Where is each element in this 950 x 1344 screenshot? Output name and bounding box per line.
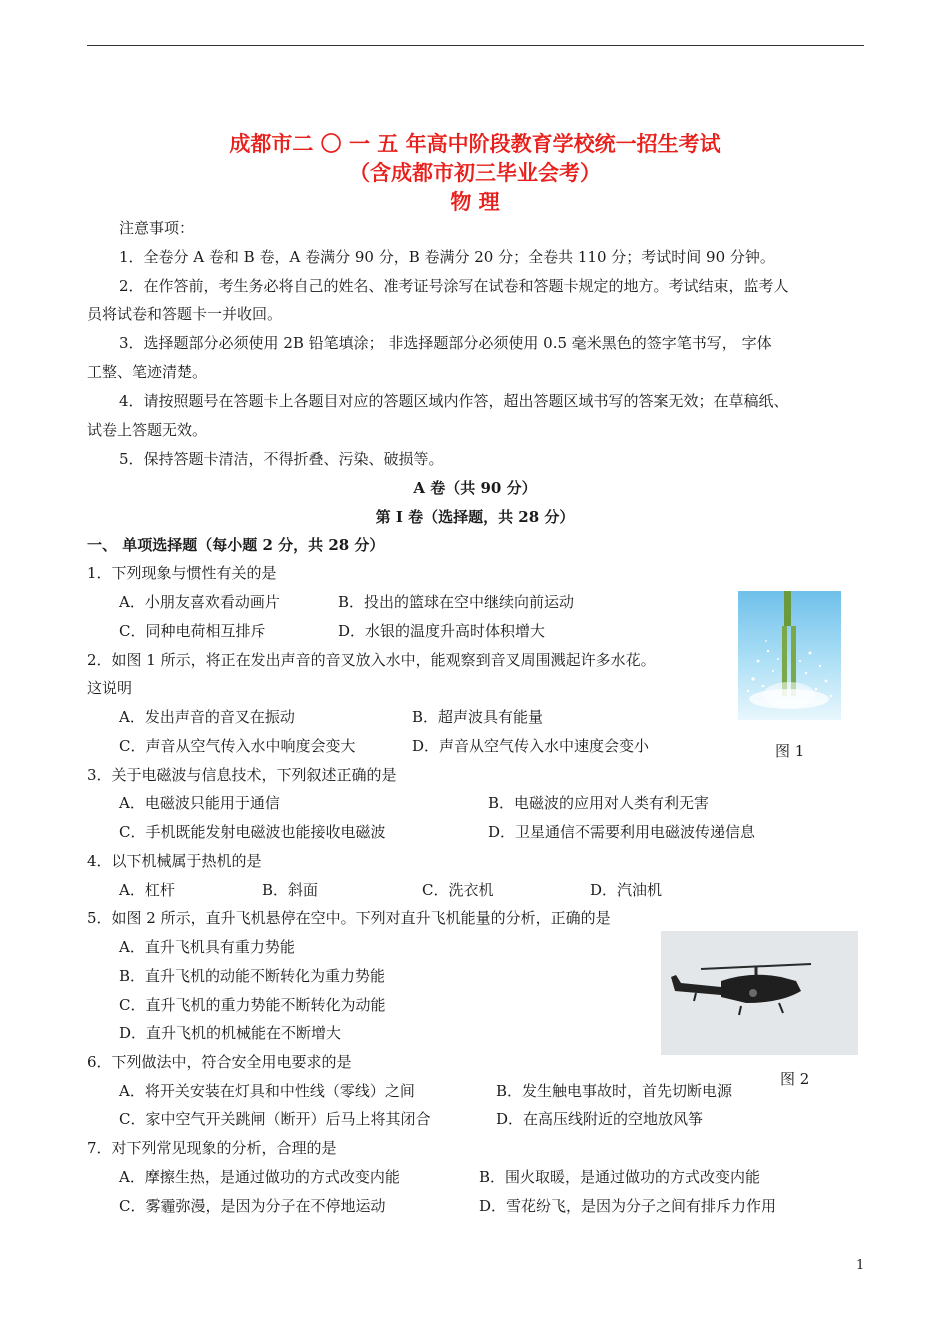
- question-4-stem: 4．以下机械属于热机的是: [87, 852, 262, 870]
- question-7-stem: 7．对下列常见现象的分析，合理的是: [87, 1139, 337, 1157]
- notice-item-5: 5．保持答题卡清洁，不得折叠、污染、破损等。: [119, 450, 444, 468]
- question-5-option-a: A．直升飞机具有重力势能: [119, 938, 295, 956]
- question-1-option-d: D．水银的温度升高时体积增大: [338, 622, 546, 640]
- question-5-option-d: D．直升飞机的机械能在不断增大: [119, 1024, 342, 1042]
- question-2-option-c: C．声音从空气传入水中响度会变大: [119, 737, 356, 755]
- section-1-heading: 一、 单项选择题（每小题 2 分，共 28 分）: [87, 536, 385, 554]
- question-3-stem: 3．关于电磁波与信息技术，下列叙述正确的是: [87, 766, 397, 784]
- question-3-option-d: D．卫星通信不需要利用电磁波传递信息: [488, 823, 756, 841]
- question-3-option-a: A．电磁波只能用于通信: [119, 794, 280, 812]
- question-7-option-d: D．雪花纷飞，是因为分子之间有排斥力作用: [479, 1197, 777, 1215]
- question-3-option-c: C．手机既能发射电磁波也能接收电磁波: [119, 823, 386, 841]
- figure-1-caption: 图 1: [775, 742, 805, 760]
- header-rule: [87, 45, 864, 46]
- figure-1-tuning-fork-image: [738, 591, 841, 720]
- page-number: 1: [856, 1258, 865, 1273]
- question-2-option-d: D．声音从空气传入水中速度会变小: [412, 737, 650, 755]
- question-6-option-c: C．家中空气开关跳闸（断开）后马上将其闭合: [119, 1110, 431, 1128]
- question-5-option-b: B．直升飞机的动能不断转化为重力势能: [119, 967, 386, 985]
- question-2-stem: 2．如图 1 所示，将正在发出声音的音叉放入水中，能观察到音叉周围溅起许多水花。: [87, 651, 656, 669]
- figure-2-caption: 图 2: [780, 1070, 810, 1088]
- question-1-stem: 1．下列现象与惯性有关的是: [87, 564, 277, 582]
- volume-a-heading: A 卷（共 90 分）: [413, 479, 537, 497]
- question-5-stem: 5．如图 2 所示，直升飞机悬停在空中。下列对直升飞机能量的分析，正确的是: [87, 909, 611, 927]
- notice-item-2: 2．在作答前，考生务必将自己的姓名、准考证号涂写在试卷和答题卡规定的地方。考试结束，监考人: [119, 277, 789, 295]
- question-7-option-c: C．雾霾弥漫，是因为分子在不停地运动: [119, 1197, 386, 1215]
- subject-title: 物 理: [450, 189, 500, 214]
- question-3-option-b: B．电磁波的应用对人类有利无害: [488, 794, 710, 812]
- notice-item-4: 4．请按照题号在答题卡上各题目对应的答题区域内作答，超出答题区域书写的答案无效；在草稿纸、: [119, 392, 789, 410]
- notice-item-4-cont: 试卷上答题无效。: [87, 421, 208, 439]
- figure-2-helicopter-image: [661, 931, 858, 1055]
- question-1-option-a: A．小朋友喜欢看动画片: [119, 593, 280, 611]
- question-5-option-c: C．直升飞机的重力势能不断转化为动能: [119, 996, 386, 1014]
- notice-item-3-cont: 工整、笔迹清楚。: [87, 363, 208, 381]
- question-6-option-b: B．发生触电事故时，首先切断电源: [496, 1082, 733, 1100]
- question-6-stem: 6．下列做法中，符合安全用电要求的是: [87, 1053, 352, 1071]
- question-6-option-d: D．在高压线附近的空地放风筝: [496, 1110, 704, 1128]
- question-4-option-b: B．斜面: [262, 881, 319, 899]
- question-4-option-d: D．汽油机: [590, 881, 663, 899]
- question-2-option-b: B．超声波具有能量: [412, 708, 544, 726]
- notice-item-2-cont: 员将试卷和答题卡一并收回。: [87, 305, 283, 323]
- notice-item-1: 1．全卷分 A 卷和 B 卷，A 卷满分 90 分，B 卷满分 20 分；全卷共 110 分；考试时间 90 分钟。: [119, 248, 775, 266]
- question-1-option-c: C．同种电荷相互排斥: [119, 622, 266, 640]
- question-6-option-a: A．将开关安装在灯具和中性线（零线）之间: [119, 1082, 415, 1100]
- question-1-option-b: B．投出的篮球在空中继续向前运动: [338, 593, 575, 611]
- question-2-stem-cont: 这说明: [87, 679, 133, 697]
- question-2-option-a: A．发出声音的音叉在振动: [119, 708, 295, 726]
- question-7-option-b: B．围火取暖，是通过做功的方式改变内能: [479, 1168, 761, 1186]
- question-7-option-a: A．摩擦生热，是通过做功的方式改变内能: [119, 1168, 400, 1186]
- exam-subtitle: （含成都市初三毕业会考）: [349, 160, 601, 185]
- exam-title: 成都市二 〇 一 五 年高中阶段教育学校统一招生考试: [229, 131, 721, 156]
- notice-item-3: 3．选择题部分必须使用 2B 铅笔填涂； 非选择题部分必须使用 0.5 毫米黑色的签字笔书写， 字体: [119, 334, 772, 352]
- part-1-heading: 第 I 卷（选择题，共 28 分）: [375, 508, 575, 526]
- question-4-option-a: A．杠杆: [119, 881, 175, 899]
- question-4-option-c: C．洗衣机: [422, 881, 494, 899]
- notice-heading: 注意事项：: [119, 219, 195, 237]
